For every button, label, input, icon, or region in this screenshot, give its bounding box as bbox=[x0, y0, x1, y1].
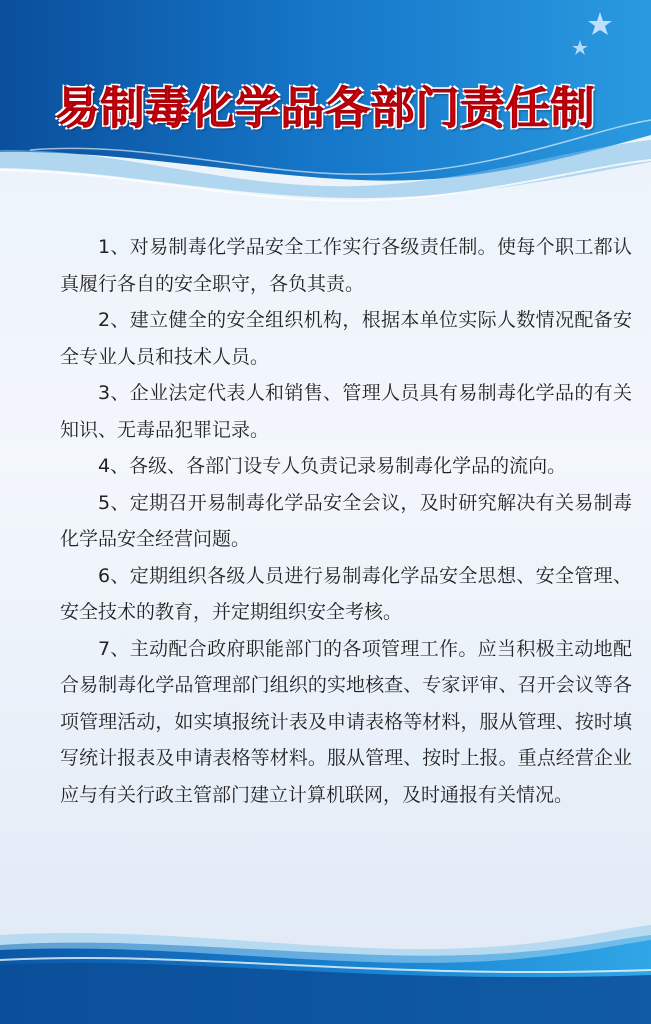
list-item: 2、建立健全的安全组织机构，根据本单位实际人数情况配备安全专业人员和技术人员。 bbox=[60, 309, 632, 368]
list-item: 6、定期组织各级人员进行易制毒化学品安全思想、安全管理、安全技术的教育，并定期组织安全考核。 bbox=[60, 564, 632, 623]
list-item: 3、企业法定代表人和销售、管理人员具有易制毒化学品的有关知识、无毒品犯罪记录。 bbox=[60, 382, 632, 441]
list-item: 1、对易制毒化学品安全工作实行各级责任制。使每个职工都认真履行各自的安全职守，各负其责。 bbox=[60, 236, 632, 295]
list-item: 7、主动配合政府职能部门的各项管理工作。应当积极主动地配合易制毒化学品管理部门组织的实地核查、专家评审、召开会议等各项管理活动，如实填报统计表及申请表格等材料，服从管理、按时填写统计报表及申请表格等材料。服从管理、按时上报。重点经营企业应与有关行政主管部门建立计算机联网，及时通报有关情况。 bbox=[60, 637, 632, 806]
regulation-list bbox=[60, 229, 632, 813]
list-item: 5、定期召开易制毒化学品安全会议，及时研究解决有关易制毒化学品安全经营问题。 bbox=[60, 491, 632, 550]
list-item: 4、各级、各部门设专人负责记录易制毒化学品的流向。 bbox=[98, 455, 567, 477]
page-title: 易制毒化学品各部门责任制 bbox=[55, 83, 596, 134]
